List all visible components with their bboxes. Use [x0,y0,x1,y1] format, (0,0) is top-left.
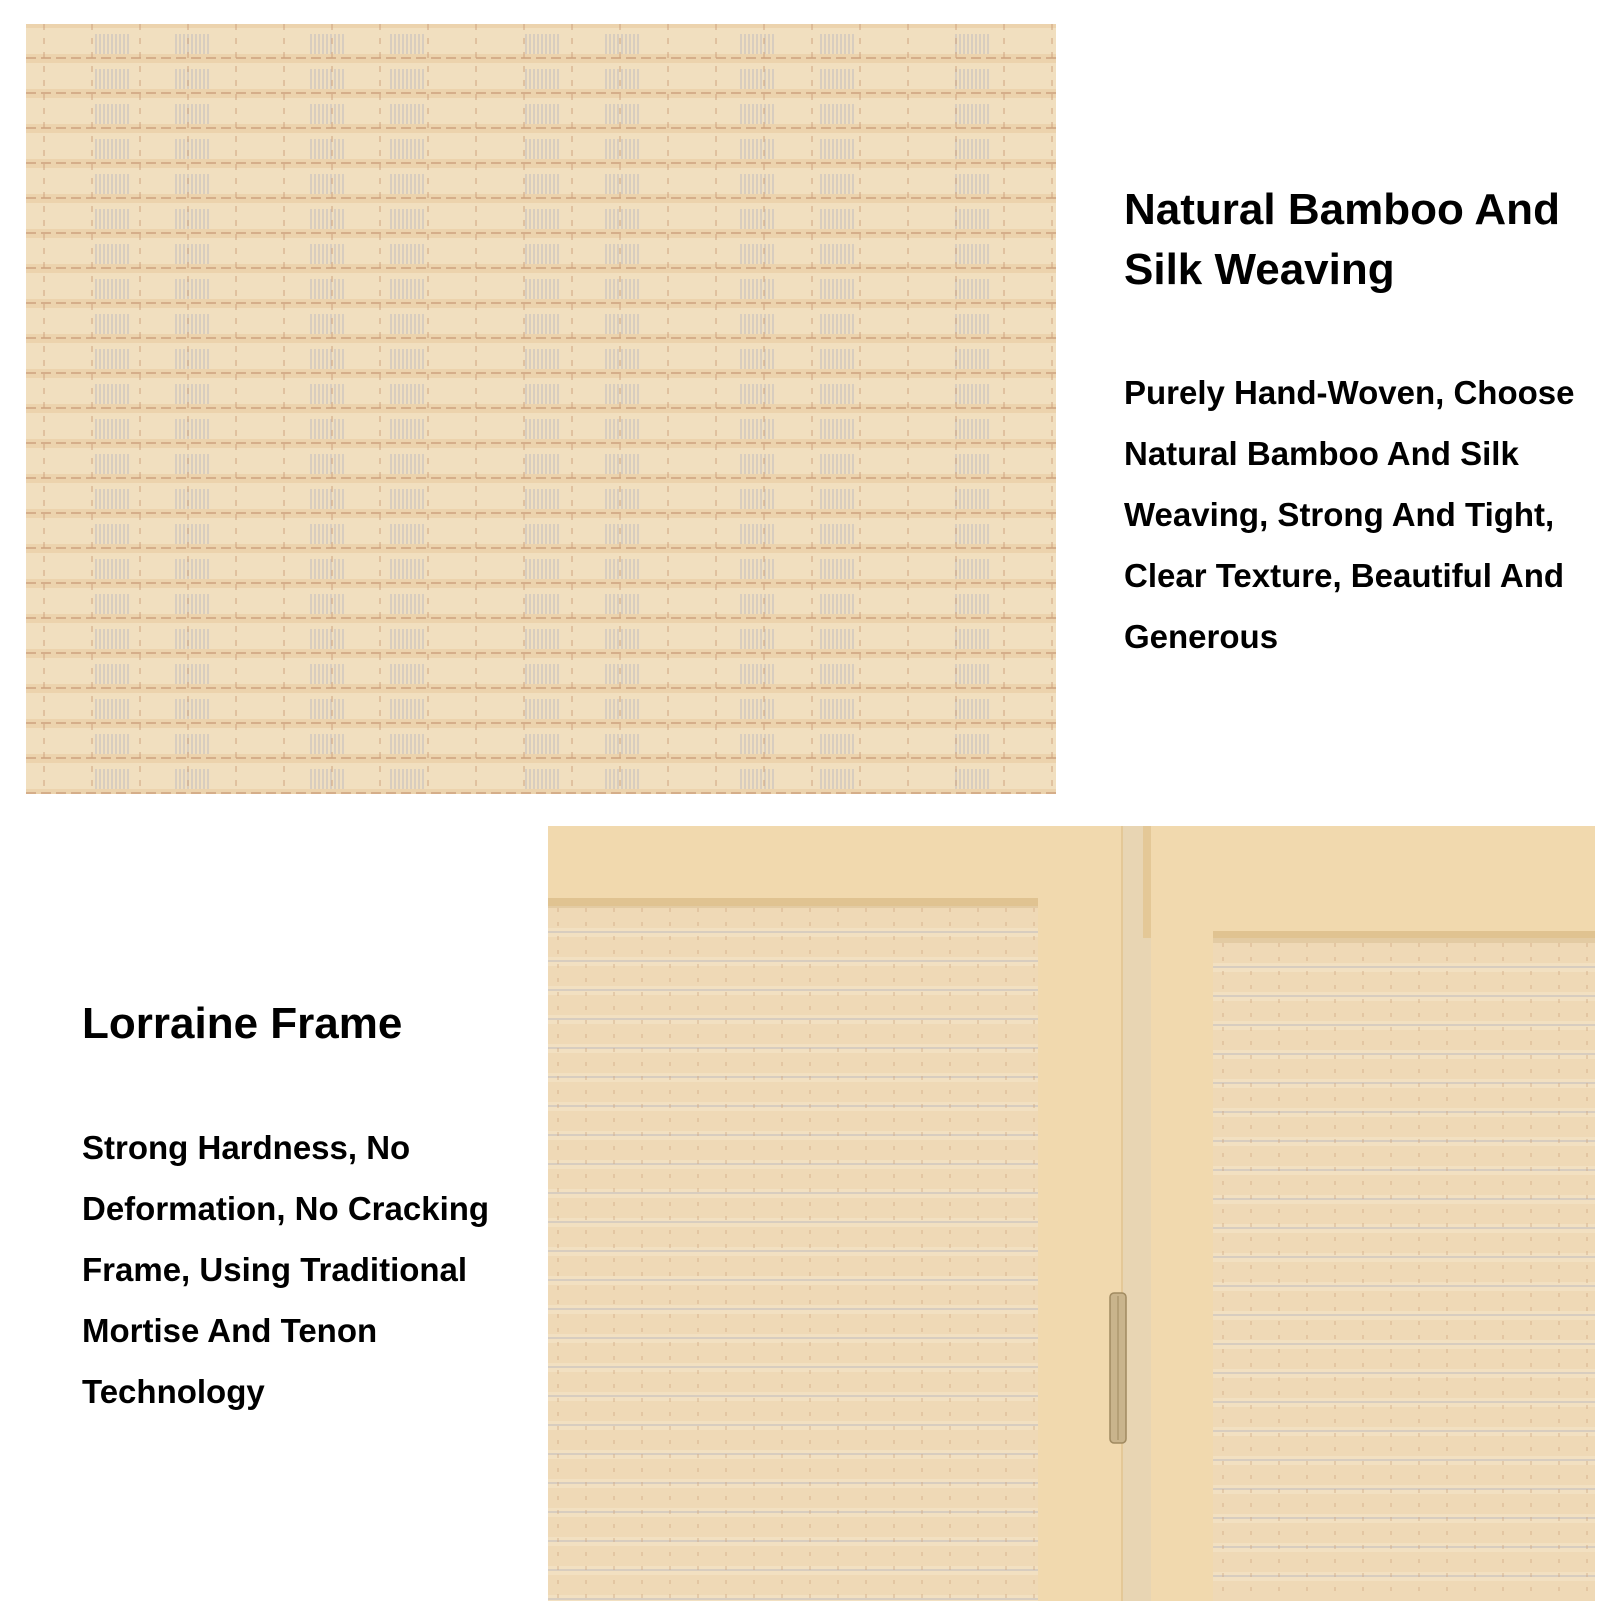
bamboo-weave-closeup-photo [26,24,1056,794]
folding-screen-frame-photo [548,826,1595,1601]
bamboo-weave-texture [26,24,1056,794]
frame-description: Strong Hardness, No Deformation, No Cracking Frame, Using Traditional Mortise And Tenon Technology [82,1129,490,1410]
folding-screen-frame-illustration [548,826,1595,1601]
bamboo-weaving-heading: Natural Bamboo And Silk Weaving [1124,185,1560,294]
bamboo-weaving-description: Purely Hand-Woven, Choose Natural Bamboo And Silk Weaving, Strong And Tight, Clear Texture, Beautiful And Generous [1124,374,1575,655]
frame-heading: Lorraine Frame [82,999,403,1048]
